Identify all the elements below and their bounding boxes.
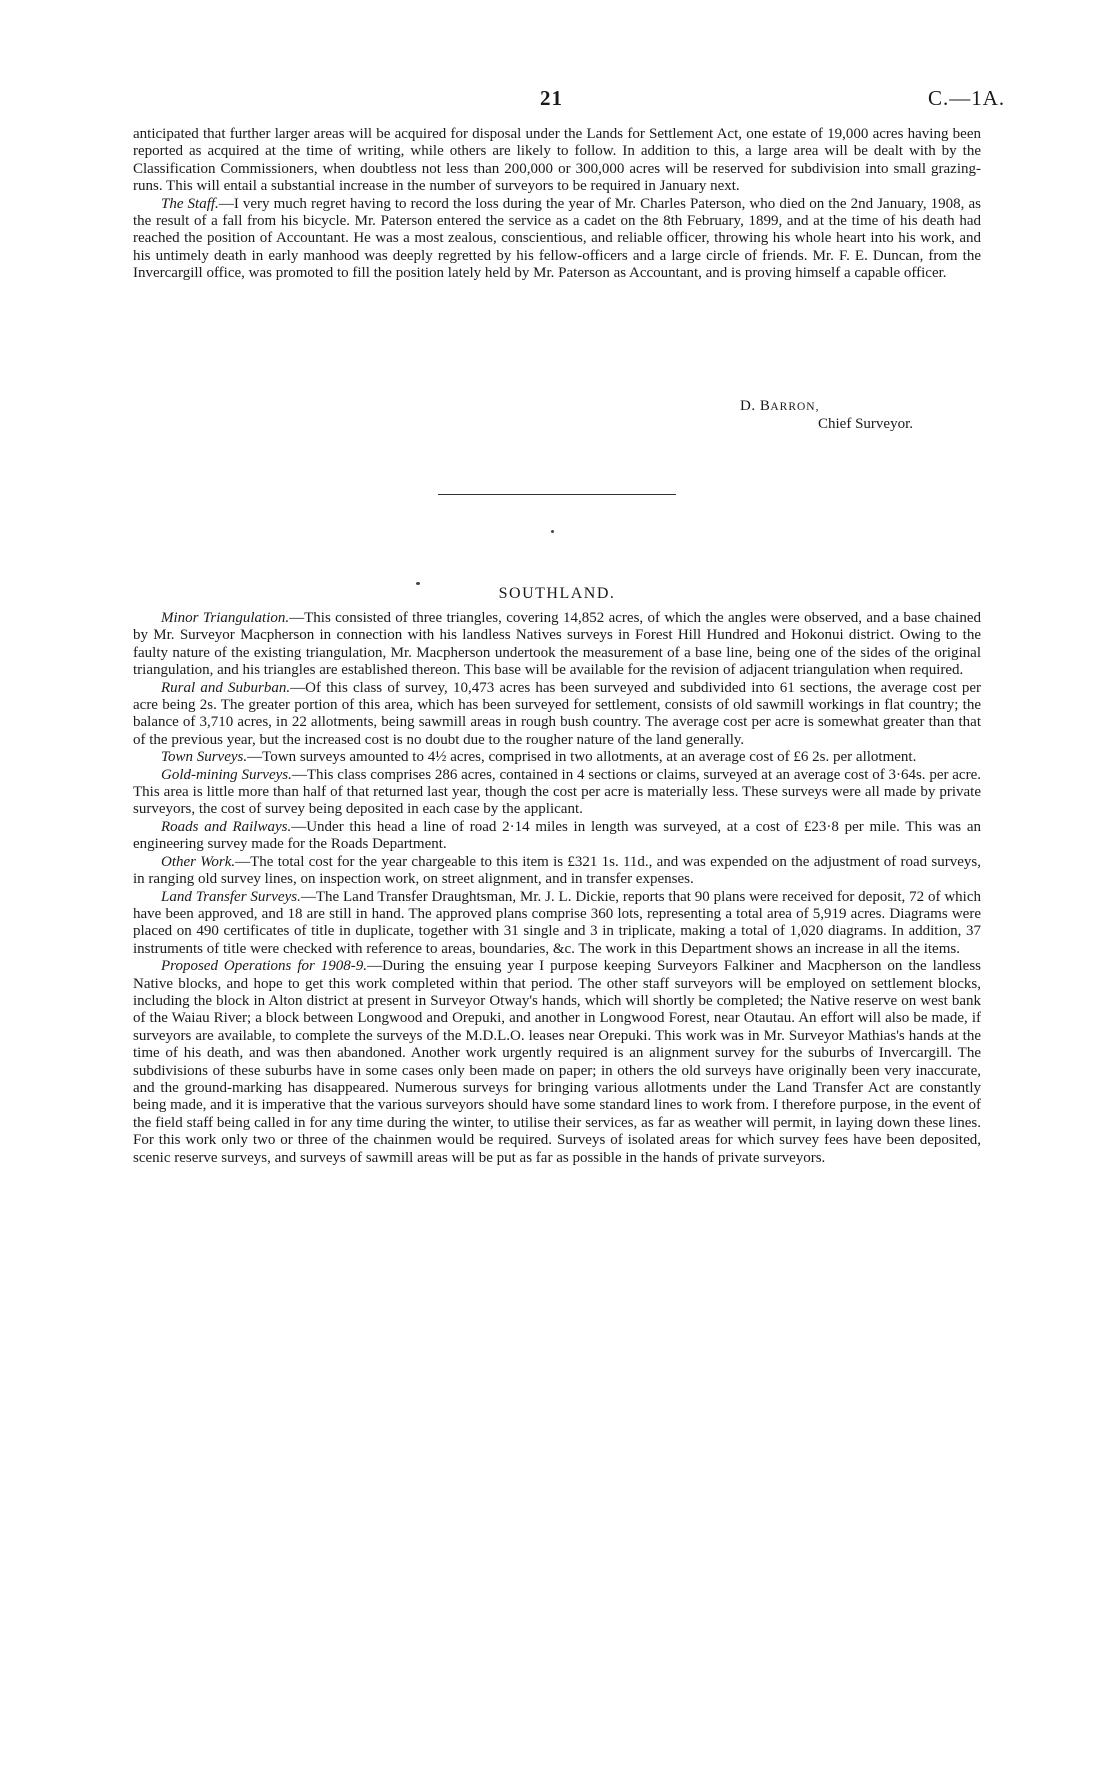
document-reference: C.—1A.	[928, 86, 1006, 110]
paragraph-text: —Under this head a line of road 2·14 miles in length was surveyed, at a cost of £23·8 per mile. This was an engineering survey made for the Roads Department.	[133, 818, 982, 853]
paragraph-heading: Other Work.	[161, 853, 236, 870]
paragraph-heading: Gold-mining Surveys.	[161, 766, 292, 783]
paragraph-other-work	[133, 854, 981, 889]
paragraph-text: —This consisted of three triangles, covering 14,852 acres, of which the angles were observed, and a base chained by Mr. Surveyor Macpherson in connection with his landless Natives surveys in Forest Hill Hundred and Hokonui district. Owing to the faulty nature of the existing triangulation, Mr. Macpherson undertook the measurement of a base line, being one of the sides of the original triangulation, and his triangles are established thereon. This base will be available for the revision of adjacent triangulation when required.	[133, 610, 981, 679]
signature-name	[740, 398, 819, 416]
paragraph-text: —This class comprises 286 acres, contained in 4 sections or claims, surveyed at an average cost of 3·64s. per acre. This area is little more than half of that returned last year, though the cost per acre is materially less. These surveys were all made by private surveyors, the cost of survey being deposited in each case by the applicant.	[133, 766, 981, 818]
signature-initial: D. B	[740, 398, 771, 414]
southland-section	[133, 610, 981, 1167]
section-title: SOUTHLAND.	[498, 585, 616, 602]
paragraph-rural-suburban	[133, 680, 981, 750]
paragraph-gold-mining	[133, 767, 981, 819]
paragraph-text: —Of this class of survey, 10,473 acres has been surveyed and subdivided into 61 sections, the average cost per acre being 2s. The greater portion of this area, which has been surveyed for settlement, consists of old sawmill workings in flat country; the balance of 3,710 acres, in 22 allotments, being sawmill areas in rough bush country. The average cost per acre is somewhat greater than that of the previous year, but the increased cost is no doubt due to the rougher nature of the land generally.	[133, 679, 981, 748]
signature-title: Chief Surveyor.	[818, 416, 913, 432]
paragraph-text: —The Land Transfer Draughtsman, Mr. J. L. Dickie, reports that 90 plans were received for deposit, 72 of which have been approved, and 18 are still in hand. The approved plans comprise 360 lots, representing a total area of 5,919 acres. Diagrams were placed on 490 certificates of title in duplicate, together with 31 single and 3 in triplicate, making a total of 1,020 diagrams. In addition, 37 instruments of title were checked with reference to areas, boundaries, &c. The work in this Department shows an increase in all the items.	[133, 888, 982, 957]
page-number: 21	[540, 86, 563, 110]
paragraph-town-surveys	[133, 749, 981, 766]
paragraph-heading: Proposed Operations for 1908-9.	[161, 958, 368, 975]
paragraph-heading: Land Transfer Surveys.	[161, 888, 301, 905]
paragraph-heading: Roads and Railways.	[161, 818, 292, 835]
paragraph-text: —Town surveys amounted to 4½ acres, comprised in two allotments, at an average cost of £6 2s. per allotment.	[247, 749, 917, 766]
staff-paragraph	[133, 196, 981, 283]
paragraph-roads-railways	[133, 819, 981, 854]
paragraph-land-transfer	[133, 889, 981, 959]
print-speck	[551, 530, 554, 533]
signature-rest: ARRON,	[770, 401, 820, 413]
paragraph-minor-triangulation	[133, 610, 981, 680]
continued-paragraph: anticipated that further larger areas will be acquired for disposal under the Lands for Settlement Act, one estate of 19,000 acres having been reported as acquired at the time of writing, while others are likely to follow. In addition to this, a large area will be dealt with by the Classification Commissioners, when doubtless not less than 200,000 or 300,000 acres will be reserved for subdivision into small grazing-runs. This will entail a substantial increase in the number of surveyors to be required in January next.	[133, 126, 981, 195]
section-divider	[438, 494, 676, 495]
paragraph-heading: Minor Triangulation.	[161, 610, 290, 626]
paragraph-text: —During the ensuing year I purpose keeping Surveyors Falkiner and Macpherson on the landless Native blocks, and hope to get this work completed within that period. The other staff surveyors will be employed on settlement blocks, including the block in Alton district at present in Surveyor Otway's hands, which will shortly be completed; the Native reserve on west bank of the Waiau River; a block between Longwood and Orepuki, and another in Longwood Forest, near Otautau. An effort will also be made, if surveyors are available, to complete the surveys of the M.D.L.O. leases near Orepuki. This work was in Mr. Surveyor Mathias's hands at the time of his death, and was then abandoned. Another work urgently required is an alignment survey for the suburbs of Invercargill. The subdivisions of these suburbs have in some cases only been made on paper; in others the old surveys have originally been very inaccurate, and the ground-marking has disappeared. Numerous surveys for bringing various allotments under the Land Transfer Act are constantly being made, and it is imperative that the various surveyors should have some standard lines to work from. I therefore purpose, in the event of the field staff being called in for any time during the winter, to utilise their services, as far as weather will permit, in laying down these lines. For this work only two or three of the chainmen would be required. Surveys of isolated areas for which survey fees have been deposited, scenic reserve surveys, and surveys of sawmill areas will be put as far as possible in the hands of private surveyors.	[133, 958, 981, 1166]
paragraph-text: —The total cost for the year chargeable to this item is £321 1s. 11d., and was expended on the adjustment of road surveys, in ranging old survey lines, on inspection work, on street alignment, and in transfer expenses.	[133, 853, 982, 888]
paragraph-proposed-operations	[133, 958, 981, 1167]
paragraph-heading: Town Surveys.	[161, 749, 248, 766]
top-section	[133, 126, 981, 283]
paragraph-heading: Rural and Suburban.	[161, 679, 291, 696]
staff-text: —I very much regret having to record the loss during the year of Mr. Charles Paterson, who died on the 2nd January, 1908, as the result of a fall from his bicycle. Mr. Paterson entered the service as a cadet on the 8th February, 1899, and at the time of his death had reached the position of Accountant. He was a most zealous, conscientious, and reliable officer, throwing his whole heart into his work, and his untimely death in early manhood was deeply regretted by his fellow-officers and a large circle of friends. Mr. F. E. Duncan, from the Invercargill office, was promoted to fill the position lately held by Mr. Paterson as Accountant, and is proving himself a capable officer.	[133, 195, 981, 282]
staff-heading: The Staff.	[161, 195, 219, 212]
